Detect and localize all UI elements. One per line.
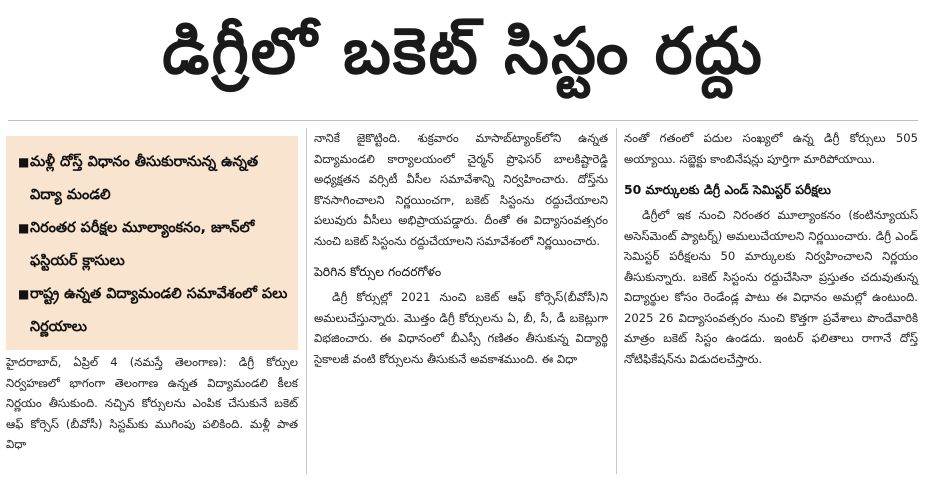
column-divider [616, 128, 617, 474]
highlight-item [18, 278, 288, 344]
column-divider [306, 128, 307, 474]
highlights-box [6, 136, 298, 350]
highlight-item [18, 146, 288, 212]
highlight-text: రాష్ట్ర ఉన్నత విద్యామండలి సమావేశంలో పలు నిర్ణయాలు [30, 286, 288, 335]
column-1 [6, 352, 298, 455]
section-subhead: పెరిగిన కోర్సుల గందరగోళం [314, 264, 442, 279]
column-2 [314, 128, 608, 369]
article-paragraph: హైదరాబాద్, ఏప్రిల్ 4 (నమస్తే తెలంగాణ): డిగ్రీ కోర్సుల నిర్వహణలో భాగంగా తెలంగాణ ఉన్నత విద్యామండలి కీలక నిర్ణయం తీసుకుంది. నచ్చిన కోర్సులను ఎంపిక చేసుకునే బకెట్ ఆఫ్ కోర్సెస్ (బీవోసీ) సిస్టమ్‌కు ముగింపు పలికింది. మళ్లీ పాత విధా [6, 355, 298, 451]
article-paragraph: నంతో గతంలో పదుల సంఖ్యలో ఉన్న డిగ్రీ కోర్సులు 505 అయ్యాయి. సబ్జెక్టు కాంబినేషన్లు పూర్తిగా మారిపోయాయి. [624, 131, 918, 166]
column-3 [624, 128, 918, 369]
highlight-text: నిరంతర పరీక్షల మూల్యాంకనం, జూన్‌లో ఫస్టియర్ క్లాసులు [30, 220, 255, 269]
highlight-item [18, 212, 288, 278]
bullet-icon: ■ [18, 155, 30, 169]
highlight-text: మళ్లీ దోస్త్ విధానం తీసుకురానున్న ఉన్నత విద్యా మండలి [30, 154, 259, 203]
article-paragraph: డిగ్రీ కోర్సుల్లో 2021 నుంచి బకెట్ ఆఫ్ కోర్సెస్(బీవోసీ)ని అమలుచేస్తున్నారు. మొత్తం డిగ్రీ కోర్సులను ఏ, బీ, సీ, డీ బకెట్లుగా విభజించారు. ఈ విధానంలో బీఎస్సీ గణితం తీసుకున్న విద్యార్థి సైకాలజీ వంటి కోర్సులను తీసుకునే అవకాశముంది. ఈ విధా [314, 290, 608, 366]
article-paragraph: నానికే జైకొట్టింది. శుక్రవారం మాసాబ్‌ట్యాంక్‌లోని ఉన్నత విద్యామండలి కార్యాలయంలో చైర్మన్ ప్రొఫెసర్ బాలకిష్టారెడ్డి అధ్యక్షతన వర్సిటీ వీసీల సమావేశాన్ని నిర్వహించారు. దోస్త్‌ను కొనసాగించాలని నిర్ణయించగా, బకెట్ సిస్టంను రద్దుచేయాలని పలువురు వీసీలు అభిప్రాయపడ్డారు. దీంతో ఈ విద్యాసంవత్సరం నుంచి బకెట్ సిస్టంను రద్దుచేయాలని సమావేశంలో నిర్ణయించారు. [314, 131, 608, 248]
section-subhead: 50 మార్కులకు డిగ్రీ ఎండ్ సెమిస్టర్ పరీక్షలు [624, 182, 831, 197]
headline-divider [8, 120, 918, 121]
article-paragraph: డిగ్రీలో ఇక నుంచి నిరంతర మూల్యాంకనం (కంటిన్యూయస్ అసెస్‌మెంట్ ప్యాటర్న్) అమలుచేయాలని నిర్ణయించారు. డిగ్రీ ఎండ్ సెమిస్టర్ పరీక్షలను 50 మార్కులకు నిర్వహించాలని నిర్ణయం తీసుకున్నారు. బకెట్ సిస్టంను రద్దుచేసినా ప్రస్తుతం చదువుతున్న విద్యార్థుల కోసం రెండేండ్ల పాటు ఈ విధానం అమల్లో ఉంటుంది. 2025 26 విద్యాసంవత్సరం నుంచి కొత్తగా ప్రవేశాలు పొందేవారికి మాత్రం బకెట్ సిస్టం ఉండదు. ఇంటర్ ఫలితాలు రాగానే దోస్త్ నోటిఫికేషన్‌ను విడుదలచేస్తారు. [624, 208, 918, 366]
bullet-icon: ■ [18, 221, 30, 235]
headline: డిగ్రీలో బకెట్ సిస్టం రద్దు [162, 14, 764, 89]
bullet-icon: ■ [18, 287, 30, 301]
